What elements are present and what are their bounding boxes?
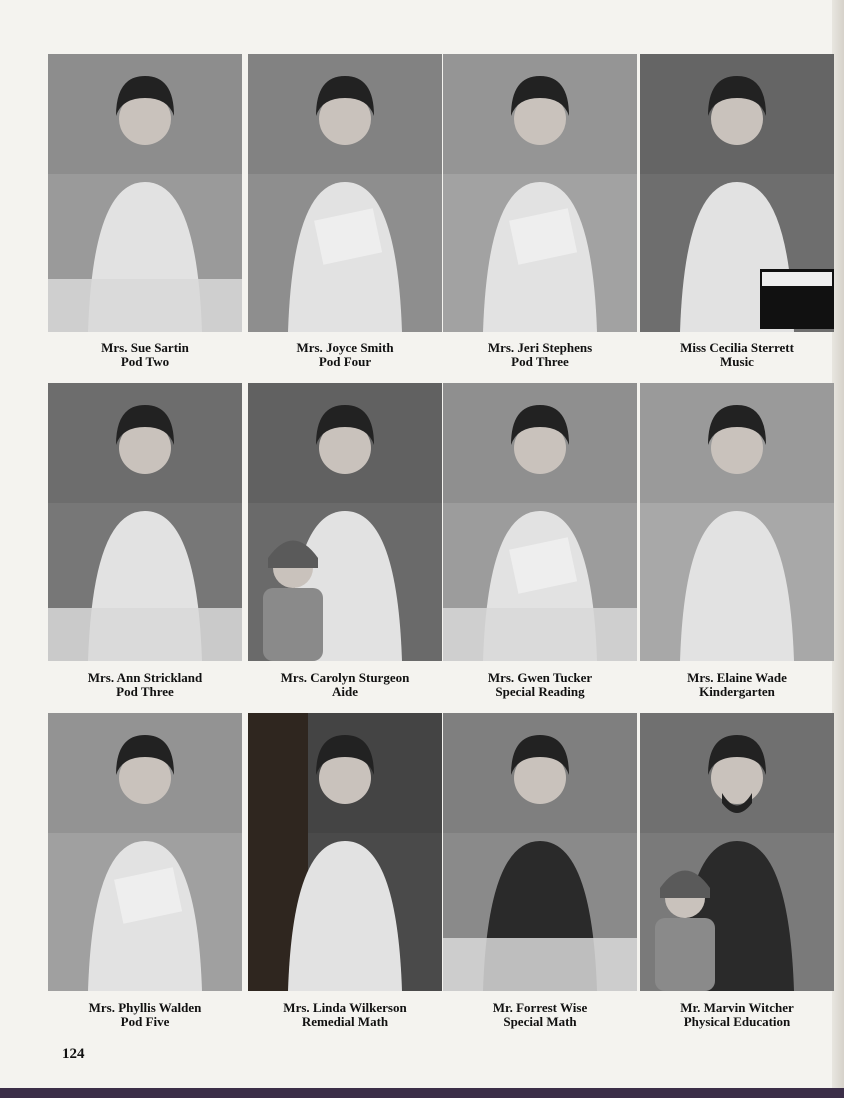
staff-caption [632, 671, 842, 699]
staff-caption [40, 1001, 250, 1029]
staff-photo [443, 713, 637, 991]
staff-caption [435, 671, 645, 699]
staff-caption [240, 1001, 450, 1029]
page-binding-edge [0, 1088, 844, 1098]
staff-role: Special Reading [495, 684, 585, 699]
staff-photo [48, 383, 242, 661]
staff-photo [640, 713, 834, 991]
staff-name: Mrs. Phyllis Walden [88, 1000, 202, 1015]
staff-role: Remedial Math [301, 1014, 389, 1029]
staff-role: Pod Five [120, 1014, 170, 1029]
staff-role: Kindergarten [699, 684, 775, 699]
staff-role: Special Math [503, 1014, 577, 1029]
staff-photo [248, 713, 442, 991]
staff-caption [435, 341, 645, 369]
staff-caption [240, 341, 450, 369]
staff-name: Mrs. Carolyn Sturgeon [280, 670, 410, 685]
staff-role: Pod Four [318, 354, 372, 369]
staff-name: Mrs. Linda Wilkerson [283, 1000, 407, 1015]
staff-photo [443, 383, 637, 661]
staff-photo [248, 383, 442, 661]
staff-role: Music [720, 354, 754, 369]
staff-name: Mrs. Joyce Smith [296, 340, 394, 355]
staff-caption [40, 671, 250, 699]
staff-photo [48, 713, 242, 991]
staff-role: Pod Two [120, 354, 170, 369]
page-number: 124 [62, 1046, 85, 1062]
staff-role: Pod Three [511, 354, 569, 369]
staff-name: Mr. Forrest Wise [492, 1000, 588, 1015]
staff-name: Mr. Marvin Witcher [680, 1000, 794, 1015]
staff-name: Mrs. Sue Sartin [101, 340, 189, 355]
staff-name: Mrs. Gwen Tucker [487, 670, 593, 685]
staff-caption [40, 341, 250, 369]
staff-role: Physical Education [683, 1014, 791, 1029]
staff-caption [632, 341, 842, 369]
staff-photo [443, 54, 637, 332]
staff-name: Mrs. Elaine Wade [687, 670, 787, 685]
staff-name: Mrs. Ann Strickland [87, 670, 203, 685]
staff-caption [632, 1001, 842, 1029]
staff-caption [435, 1001, 645, 1029]
staff-photo [248, 54, 442, 332]
staff-photo [640, 54, 834, 332]
staff-name: Miss Cecilia Sterrett [680, 340, 794, 355]
staff-caption [240, 671, 450, 699]
staff-photo [48, 54, 242, 332]
staff-photo [640, 383, 834, 661]
staff-name: Mrs. Jeri Stephens [487, 340, 593, 355]
staff-role: Pod Three [116, 684, 174, 699]
staff-role: Aide [332, 684, 358, 699]
